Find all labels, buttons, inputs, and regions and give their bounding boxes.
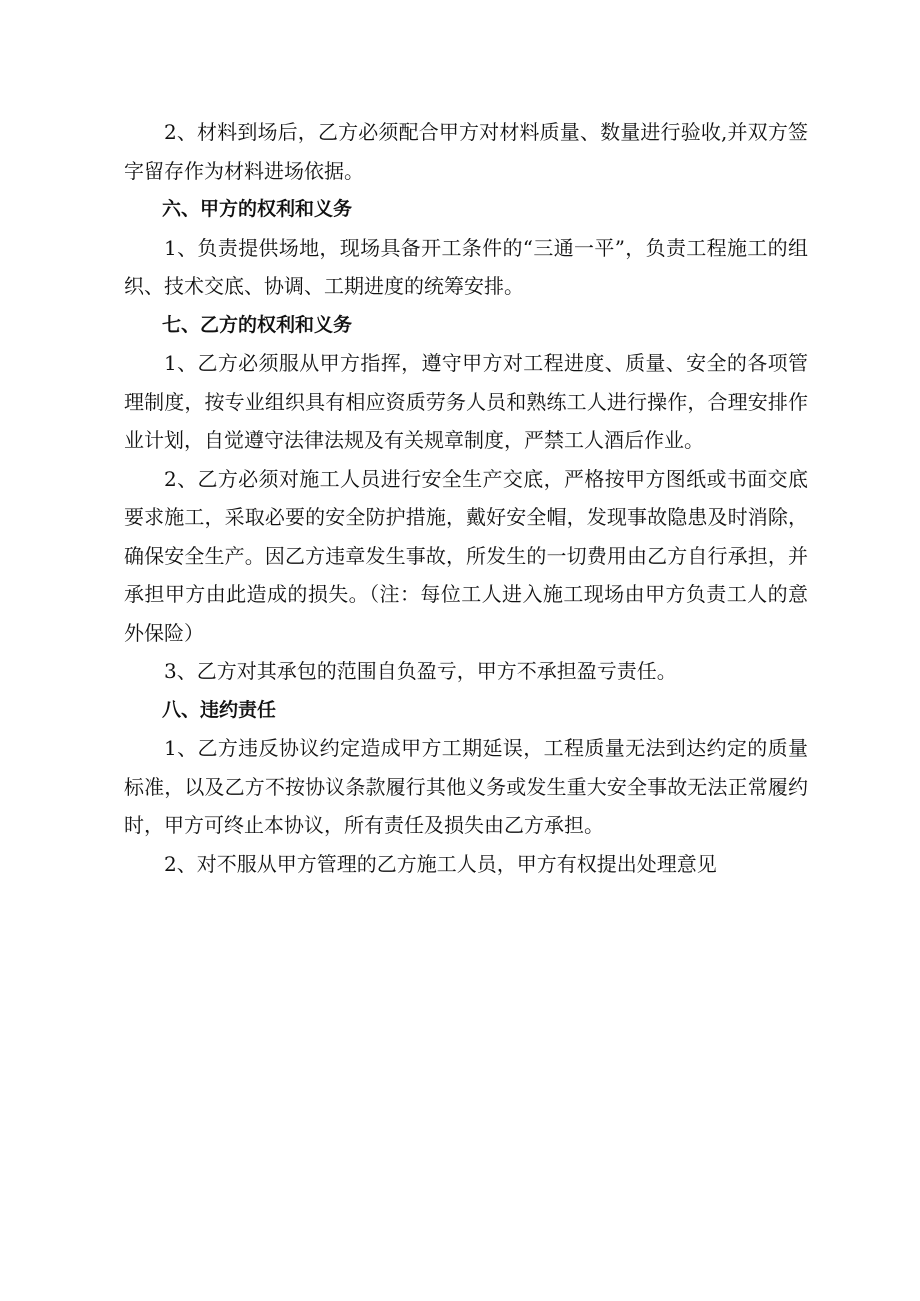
clause-7-item-1: 1、乙方必须服从甲方指挥，遵守甲方对工程进度、质量、安全的各项管理制度，按专业组织具有相应资质劳务人员和熟练工人进行操作，合理安排作业计划，自觉遵守法律法规及有关规章制度，严禁工人酒后作业。 [124, 351, 808, 452]
clause-7-item-2: 2、乙方必须对施工人员进行安全生产交底，严格按甲方图纸或书面交底要求施工，采取必要的安全防护措施，戴好安全帽，发现事故隐患及时消除，确保安全生产。因乙方违章发生事故，所发生的一切费用由乙方自行承担，并承担甲方由此造成的损失。（注：每位工人进入施工现场由甲方负责工人的意外保险） [124, 466, 808, 645]
clause-8-item-2: 2、对不服从甲方管理的乙方施工人员，甲方有权提出处理意见 [164, 851, 717, 876]
clause-7-item-3: 3、乙方对其承包的范围自负盈亏，甲方不承担盈亏责任。 [164, 659, 677, 683]
clause-8-item-1: 1、乙方违反协议约定造成甲方工期延误，工程质量无法到达约定的质量标准，以及乙方不按协议条款履行其他义务或发生重大安全事故无法正常履约时，甲方可终止本协议，所有责任及损失由乙方承担。 [124, 736, 808, 837]
section-6-heading: 六、甲方的权利和义务 [162, 198, 353, 220]
section-7-heading: 七、乙方的权利和义务 [162, 313, 353, 336]
clause-6-item-1: 1、负责提供场地，现场具备开工条件的“三通一平”，负责工程施工的组织、技术交底、协调、工期进度的统筹安排。 [124, 235, 808, 298]
section-8-heading: 八、违约责任 [162, 698, 277, 721]
clause-5-item-2: 2、材料到场后，乙方必须配合甲方对材料质量、数量进行验收,并双方签字留存作为材料进场依据。 [124, 120, 808, 183]
document-body [124, 113, 808, 883]
